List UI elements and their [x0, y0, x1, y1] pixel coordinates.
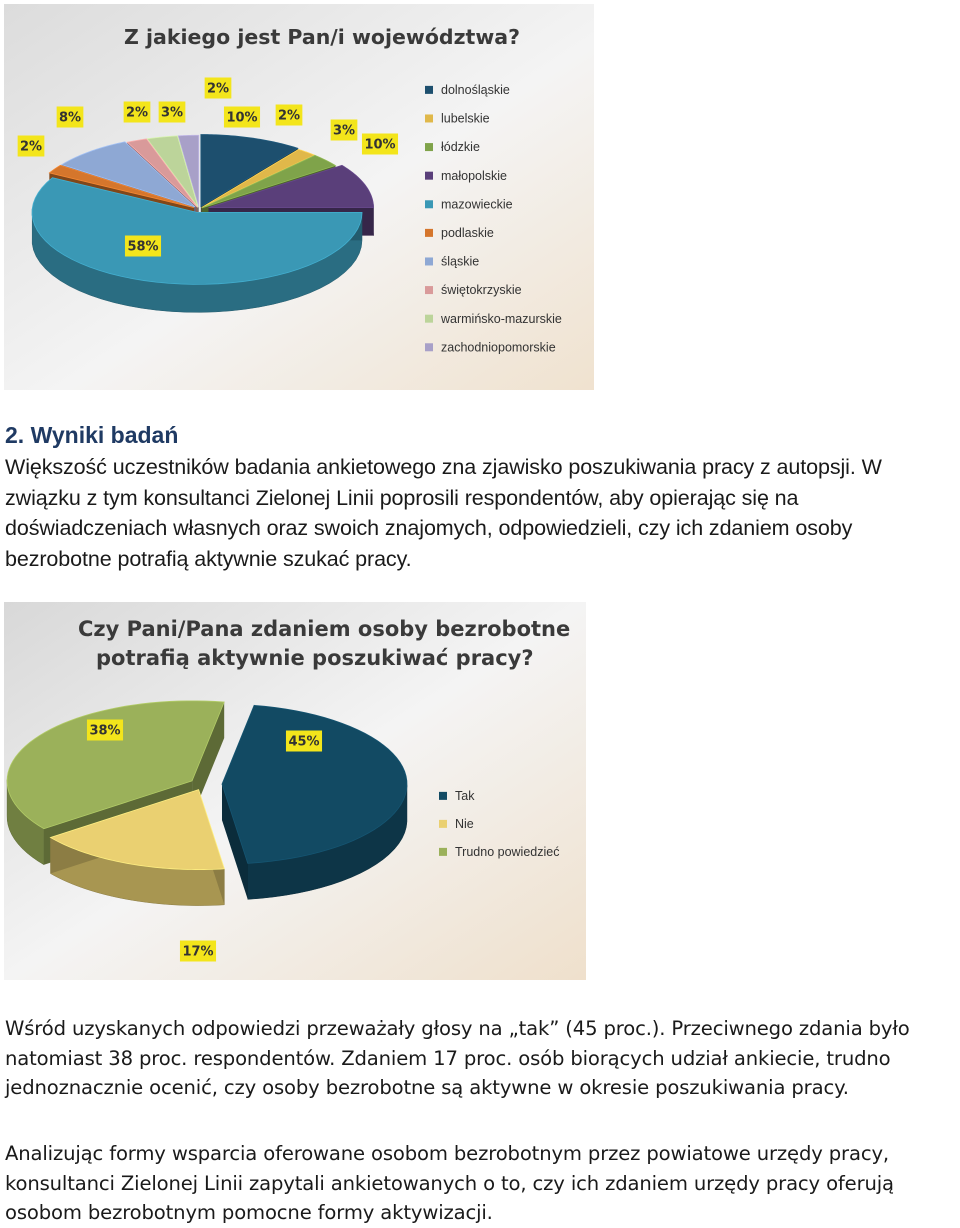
legend-item-malopolskie: małopolskie: [441, 169, 507, 183]
legend-swatch-warminsko-mazurskie: [425, 315, 433, 323]
data-label-nie: 17%: [182, 945, 213, 960]
voivodeship-pie-chart: [4, 4, 594, 390]
legend-swatch-zachodniopomorskie: [425, 343, 433, 351]
legend-swatch-podlaskie: [425, 229, 433, 237]
legend-swatch-slaskie: [425, 257, 433, 265]
legend-item-warminsko-mazurskie: warmińsko-mazurskie: [440, 312, 562, 326]
legend-swatch-lodzkie: [425, 143, 433, 151]
legend-item-mazowieckie: mazowieckie: [441, 197, 513, 211]
legend-swatch-trudno-powiedziec: [439, 848, 447, 856]
chart-title-line2: potrafią aktywnie poszukiwać pracy?: [96, 646, 534, 670]
section-heading: 2. Wyniki badań: [5, 422, 178, 449]
pie-slices: [32, 135, 373, 313]
legend-swatch-mazowieckie: [425, 200, 433, 208]
voivodeship-pie-svg: [4, 4, 594, 390]
job-search-pie-chart: [4, 602, 586, 980]
legend-item-lubelskie: lubelskie: [441, 112, 490, 126]
legend-swatch-tak: [439, 792, 447, 800]
data-label-mazowieckie: 58%: [127, 240, 158, 255]
legend-item-nie: Nie: [455, 817, 474, 831]
data-label-trudno-powiedziec: 38%: [89, 724, 120, 739]
data-label-dolnoslaskie: 10%: [226, 111, 257, 126]
data-label-swietokrzyskie: 2%: [126, 106, 148, 121]
legend-item-tak: Tak: [455, 789, 475, 803]
job-search-pie-svg: [4, 602, 586, 980]
legend-item-trudno-powiedziec: Trudno powiedzieć: [455, 845, 559, 859]
legend-item-swietokrzyskie: świętokrzyskie: [441, 283, 522, 297]
paragraph-intro: Większość uczestników badania ankietowego zna zjawisko poszukiwania pracy z autopsji. W związku z tym konsultanci Zielonej Linii poprosili respondentów, aby opierając się na doświadczeniach własnych oraz swoich znajomych, odpowiedzieli, czy ich zdaniem osoby bezrobotne potrafią aktywnie szukać pracy.: [5, 452, 960, 574]
legend-item-lodzkie: łódzkie: [441, 140, 480, 154]
legend-item-slaskie: śląskie: [441, 255, 479, 269]
legend-swatch-nie: [439, 820, 447, 828]
data-label-zachodniopomorskie: 2%: [207, 82, 229, 97]
data-label-warminsko-mazurskie: 3%: [161, 106, 183, 121]
legend-item-podlaskie: podlaskie: [441, 226, 494, 240]
data-label-podlaskie: 2%: [20, 140, 42, 155]
chart-title-line1: Czy Pani/Pana zdaniem osoby bezrobotne: [78, 617, 570, 641]
data-label-tak: 45%: [288, 735, 319, 750]
legend-item-dolnoslaskie: dolnośląskie: [441, 83, 510, 97]
data-label-slaskie: 8%: [59, 111, 81, 126]
data-label-lubelskie: 2%: [278, 109, 300, 124]
legend-swatch-malopolskie: [425, 172, 433, 180]
chart-title: Z jakiego jest Pan/i województwa?: [124, 25, 520, 49]
legend-item-zachodniopomorskie: zachodniopomorskie: [441, 340, 556, 354]
legend-swatch-lubelskie: [425, 114, 433, 122]
data-label-lodzkie: 3%: [333, 124, 355, 139]
legend-swatch-swietokrzyskie: [425, 286, 433, 294]
paragraph-support-forms: Analizując formy wsparcia oferowane osobom bezrobotnym przez powiatowe urzędy pracy, konsultanci Zielonej Linii zapytali ankietowanych o to, czy ich zdaniem urzędy pracy oferują osobom bezrobotnym pomocne formy aktywizacji.: [5, 1139, 960, 1228]
data-label-malopolskie: 10%: [364, 138, 395, 153]
paragraph-results: Wśród uzyskanych odpowiedzi przeważały głosy na „tak” (45 proc.). Przeciwnego zdania było natomiast 38 proc. respondentów. Zdaniem 17 proc. osób biorących udział ankiecie, trudno jednoznacznie ocenić, czy osoby bezrobotne są aktywne w okresie poszukiwania pracy.: [5, 1014, 960, 1103]
legend-swatch-dolnoslaskie: [425, 86, 433, 94]
